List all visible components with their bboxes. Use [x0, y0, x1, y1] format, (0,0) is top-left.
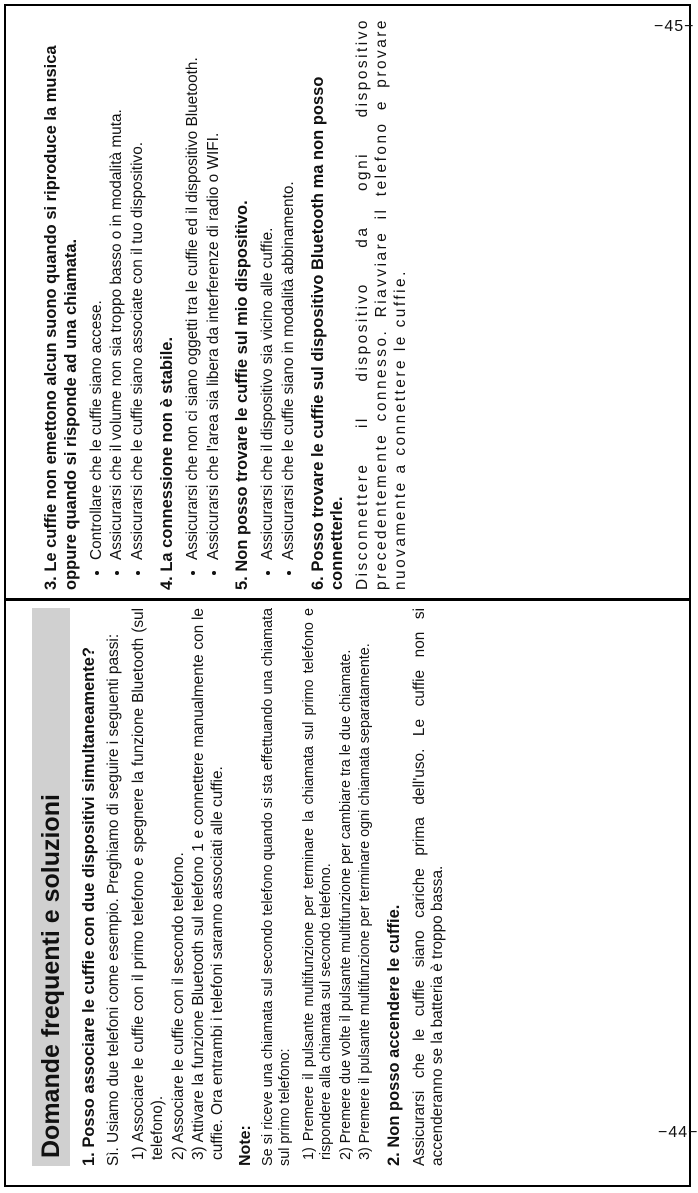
q5-heading: 5. Non posso trovare le cuffie sul mio dispositivo.	[233, 200, 252, 590]
page-title: Domande frequenti e soluzioni	[32, 608, 70, 1166]
q1-intro: Sì. Usiamo due telefoni come esempio. Preghiamo di seguire i seguenti passi:	[105, 633, 123, 1166]
list-item: 3) Premere il pulsante multifunzione per terminare ogni chiamata separatamente.	[357, 643, 374, 1160]
list-item: 1) Premere il pulsante multifunzione per terminare la chiamata sul primo telefono e rispondere alla chiamata sul secondo telefono.	[300, 608, 335, 1160]
list-item: • Assicurarsi che l'area sia libera da interferenze di radio o WIFI.	[205, 18, 224, 560]
list-item: • Assicurarsi che le cuffie siano associate con il tuo dispositivo.	[129, 18, 148, 560]
list-item: • Assicurarsi che le cuffie siano in modalità abbinamento.	[280, 18, 299, 560]
q2-heading: 2. Non posso accendere le cuffie.	[384, 904, 403, 1166]
q5-list	[259, 18, 299, 590]
list-item: • Assicurarsi che non ci siano oggetti tra le cuffie ed il dispositivo Bluetooth.	[184, 18, 203, 560]
list-item: 1) Associare le cuffie con il primo telefono e spegnere la funzione Bluetooth (sul telefono).	[130, 608, 166, 1160]
list-item: 2) Associare le cuffie con il secondo telefono.	[169, 852, 187, 1160]
note-intro: Se si riceve una chiamata sul secondo telefono quando si sta effettuando una chiamata sul primo telefono:	[259, 608, 294, 1166]
q4-list	[184, 18, 224, 590]
q6-text: Disconnettere il dispositivo da ogni dispositivo precedentemente connesso. Riavviare il telefono e provare nuovamente a connettere le cuffie.	[354, 18, 409, 590]
q1-heading: 1. Posso associare le cuffie con due dispositivi simultaneamente?	[79, 646, 98, 1166]
page-number-45: −45−	[654, 18, 695, 35]
q1-steps	[130, 608, 228, 1166]
list-item: • Assicurarsi che il volume non sia troppo basso o in modalità muta.	[108, 18, 127, 560]
list-item: 3) Attivare la funzione Bluetooth sul telefono 1 e connettere manualmente con le cuffie. Ora entrambi i telefoni saranno associati alle cuffie.	[190, 608, 227, 1160]
page-44	[32, 608, 672, 1166]
list-item: • Controllare che le cuffie siano accese.	[88, 18, 107, 560]
note-title: Note:	[236, 1125, 254, 1166]
page-number-44: −44−	[658, 1124, 698, 1141]
page-45	[32, 18, 672, 590]
note-list	[301, 608, 375, 1166]
list-item: 2) Premere due volte il pulsante multifunzione per cambiare tra le due chiamate.	[337, 649, 354, 1160]
manual-spread	[4, 4, 698, 1187]
q3-list	[88, 18, 148, 590]
list-item: • Assicurarsi che il dispositivo sia vicino alle cuffie.	[259, 18, 278, 560]
q4-heading: 4. La connessione non è stabile.	[157, 336, 176, 590]
page-divider	[6, 598, 689, 601]
q6-heading: 6. Posso trovare le cuffie sul dispositivo Bluetooth ma non posso connetterle.	[308, 76, 347, 590]
q3-heading: 3. Le cuffie non emettono alcun suono quando si riproduce la musica oppure quando si risponde ad una chiamata.	[42, 45, 80, 590]
q2-text: Assicurarsi che le cuffie siano cariche prima dell'uso. Le cuffie non si accenderanno se la batteria è troppo bassa.	[410, 608, 447, 1166]
